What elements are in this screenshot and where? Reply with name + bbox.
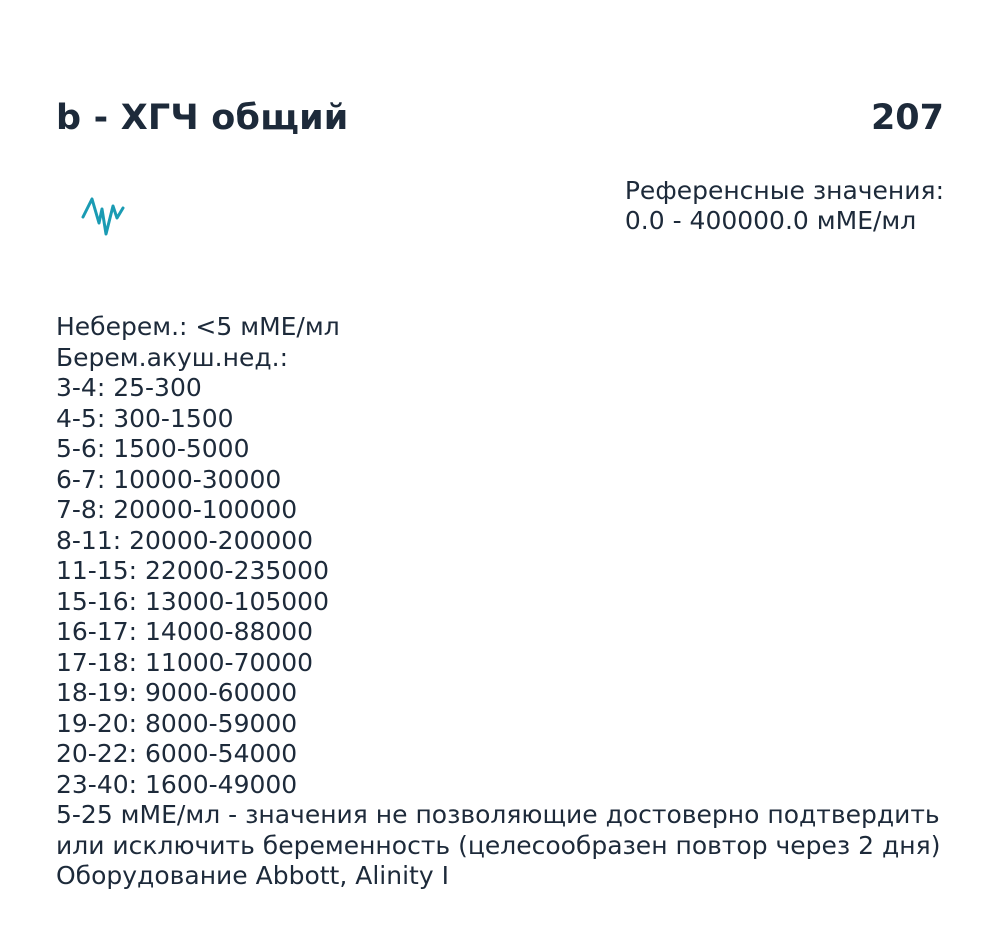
pulse-chart-icon[interactable] <box>80 190 130 240</box>
result-value: 207 <box>870 98 944 138</box>
reference-range: 0.0 - 400000.0 мМЕ/мл <box>624 206 917 235</box>
reference-values <box>625 176 944 236</box>
test-header <box>56 92 944 144</box>
test-title: b - ХГЧ общий <box>56 98 349 138</box>
reference-label: Референсные значения: <box>624 176 944 205</box>
pulse-chart-icon-graphic <box>80 190 130 240</box>
test-comment: Неберем.: <5 мМЕ/мл Берем.акуш.нед.: 3-4: 25-300 4-5: 300-1500 5-6: 1500-5000 6-7: 10000-30000 7-8: 20000-100000 8-11: 20000-200000 11-15: 22000-235000 15-16: 13000-105000 16-17: 14000-88000 17-18: 11000-70000 18-19: 9000-60000 19-20: 8000-59000 20-22: 6000-54000 23-40: 1600-49000 5-25 мМЕ/мл - значения не позволяющие достоверно подтвердить или исключить беременность (целесообразен повтор через 2 дня) Оборудование Abbott, Alinity I <box>56 312 941 890</box>
